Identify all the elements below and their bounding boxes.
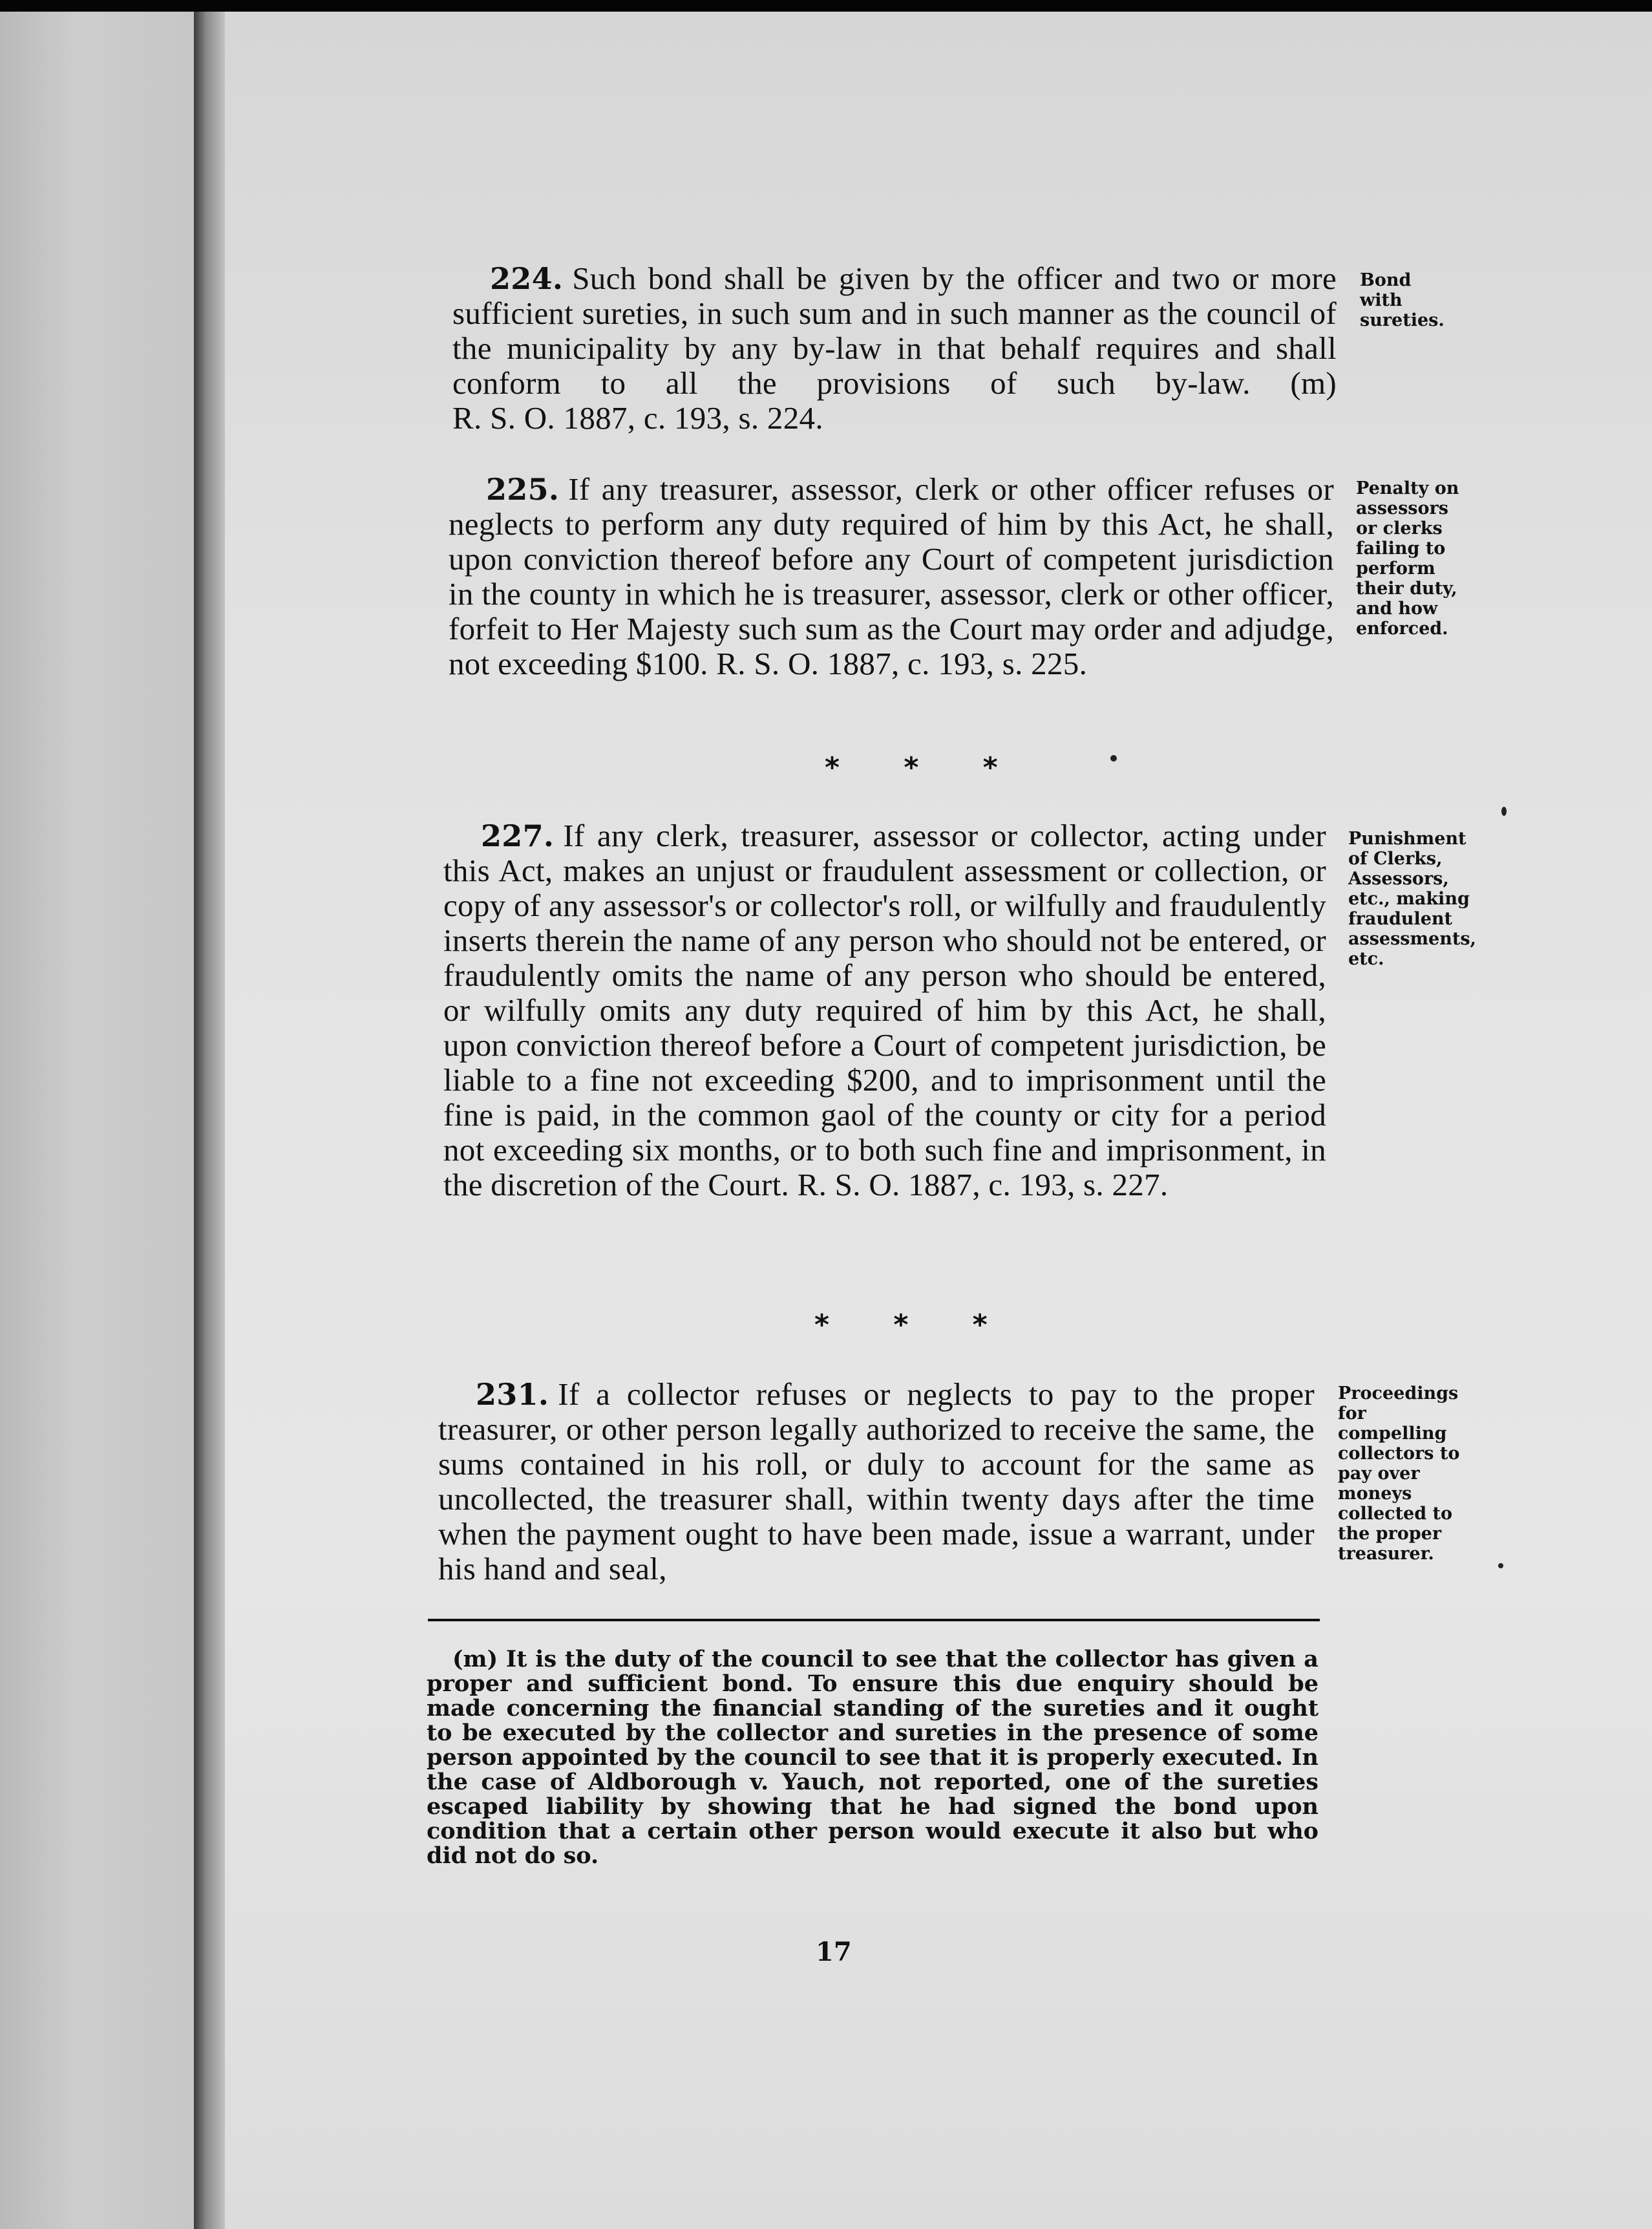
statute-citation: R. S. O. 1887, c. 193, s. 227. bbox=[797, 1167, 1169, 1202]
section-text: If a collector refuses or neglects to pay to the proper treasurer, or other person legally authorized to receive the same, the sums contained in his roll, or duly to account for the same as uncollected, the treasurer shall, within twenty days after the time when the payment ought to have been made, issue a warrant, under his hand and seal, bbox=[438, 1376, 1315, 1586]
section-text: If any clerk, treasurer, assessor or collector, acting under this Act, makes an unjust or fraudulent assessment or collection, or copy of any assessor's or collector's roll, or wilfully and fraudulently inserts therein the name of any person who should not be entered, or fraudulently omits the name of any person who should be entered, or wilfully omits any duty required of him by this Act, he shall, upon conviction thereof before a Court of competent jurisdiction, be liable to a fine not exceeding $200, and to imprisonment until the fine is paid, in the common gaol of the county or city for a period not exceeding six months, or to both such fine and imprisonment, in the discretion of the Court. bbox=[443, 818, 1327, 1202]
section-224 bbox=[452, 261, 1337, 436]
section-text: If any treasurer, assessor, clerk or other officer refuses or neglects to perform any duty required of him by this Act, he shall, upon conviction thereof before any Court of competent jurisdiction in the county in which he is treasurer, assessor, clerk or other officer, forfeit to Her Majesty such sum as the Court may order and adjudge, not exceeding $100. bbox=[449, 471, 1334, 681]
marginal-note-224: Bond with sureties. bbox=[1360, 270, 1445, 330]
section-number: 225. bbox=[486, 472, 560, 507]
marginal-note-231: Proceedings for compelling collectors to pay over moneys collected to the proper treasurer. bbox=[1338, 1383, 1460, 1564]
section-224-paragraph bbox=[452, 261, 1337, 436]
facing-page-edge bbox=[0, 12, 194, 2229]
ink-speck bbox=[1110, 755, 1117, 762]
section-225 bbox=[449, 472, 1334, 681]
ink-speck bbox=[1498, 1563, 1503, 1568]
section-231-paragraph bbox=[438, 1377, 1315, 1586]
ink-speck bbox=[1501, 807, 1507, 816]
footnote-text: (m) It is the duty of the council to see that the collector has given a proper and sufficient bond. To ensure this due enquiry should be made concerning the financial standing of the sureties and it ought to be executed by the collector and sureties in the presence of some person appointed by the council to see that it is properly executed. In the case of Aldborough v. Yauch, not reported, one of the sureties escaped liability by showing that he had signed the bond upon condition that a certain other person would execute it also but who did not do so. bbox=[427, 1646, 1318, 1869]
section-break: * * * bbox=[825, 751, 1025, 784]
statute-citation: R. S. O. 1887, c. 193, s. 224. bbox=[452, 400, 823, 436]
book-gutter bbox=[194, 12, 225, 2229]
footnote bbox=[427, 1647, 1318, 1868]
section-231 bbox=[438, 1377, 1315, 1586]
page-number: 17 bbox=[816, 1937, 852, 1967]
scan-top-edge bbox=[0, 0, 1652, 12]
section-number: 227. bbox=[481, 818, 555, 853]
section-number: 224. bbox=[490, 261, 564, 296]
marginal-note-225: Penalty on assessors or clerks failing to perform their duty, and how enforced. bbox=[1356, 478, 1459, 639]
section-227 bbox=[443, 818, 1326, 1202]
marginal-note-227: Punishment of Clerks, Assessors, etc., making fraudulent assessments, etc. bbox=[1348, 829, 1476, 969]
statute-citation: R. S. O. 1887, c. 193, s. 225. bbox=[716, 646, 1088, 681]
footnote-rule bbox=[428, 1619, 1320, 1621]
section-number: 231. bbox=[476, 1377, 549, 1412]
section-break: * * * bbox=[814, 1308, 1015, 1341]
section-225-paragraph bbox=[449, 472, 1334, 681]
section-text: Such bond shall be given by the officer and two or more sufficient sureties, in such sum and in such manner as the council of the municipality by any by-law in that behalf requires and shall conform to all the provisions of such by-law. (m) bbox=[452, 261, 1337, 401]
section-227-paragraph bbox=[443, 818, 1326, 1202]
